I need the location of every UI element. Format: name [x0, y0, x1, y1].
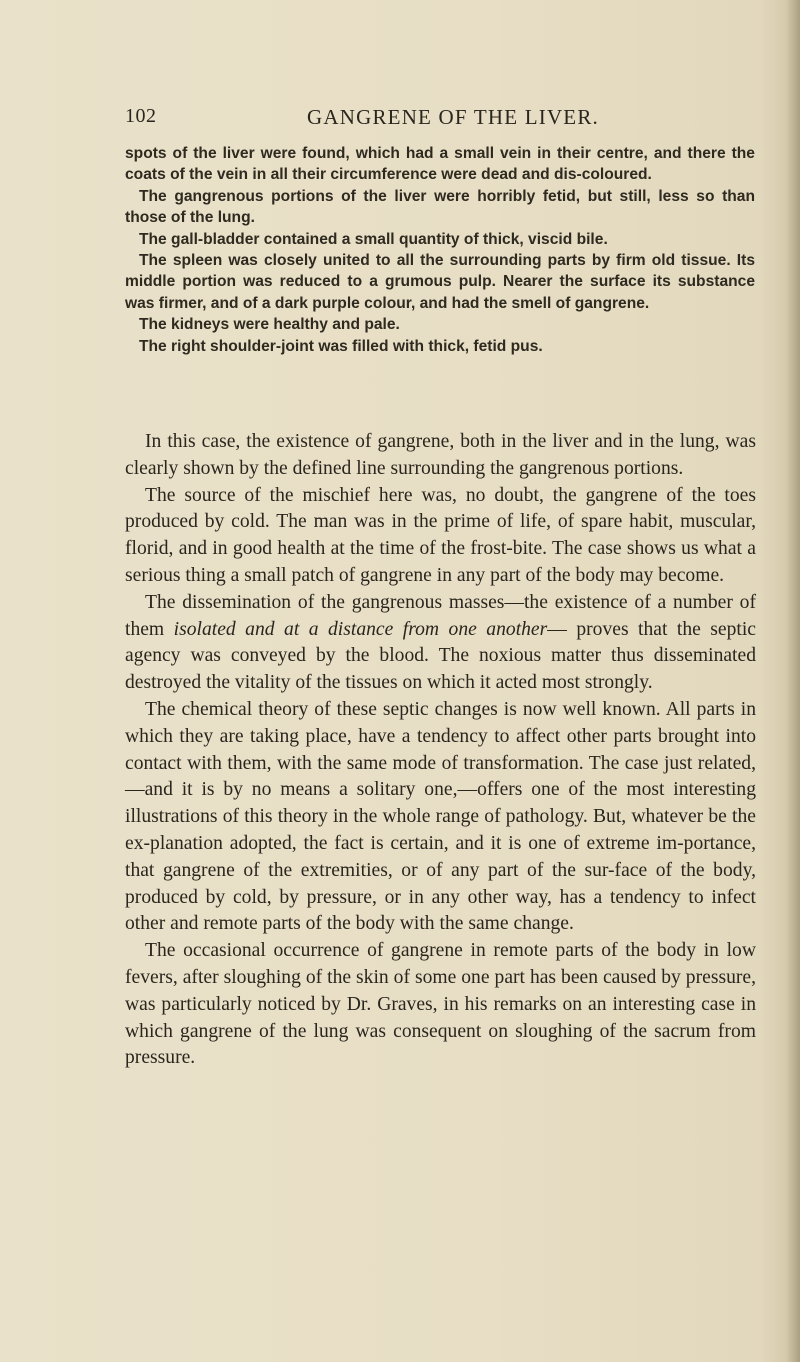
commentary-paragraph: The source of the mischief here was, no doubt, the gangrene of the toes produced by cold. The man was in the prime of life, of spare habit, muscular, florid, and in good health at the time of the frost-bite. The case shows us what a serious thing a small patch of gangrene in any part of the body may become.	[125, 484, 756, 586]
case-note-paragraph: The gall-bladder contained a small quantity of thick, viscid bile.	[139, 230, 608, 248]
page-header	[125, 105, 760, 135]
commentary-paragraph: The chemical theory of these septic changes is now well known. All parts in which they are taking place, have a tendency to affect other parts brought into contact with them, with the same mode of transformation. The case just related,—and it is by no means a solitary one,—offers one of the most interesting illustrations of this theory in the whole range of pathology. But, whatever be the ex-planation adopted, the fact is certain, and it is one of extreme im-portance, that gangrene of the extremities, or of any part of the sur-face of the body, produced by cold, by pressure, or in any other way, has a tendency to infect other and remote parts of the body with the same change.	[125, 698, 756, 935]
case-note-paragraph: The spleen was closely united to all the surrounding parts by firm old tissue. Its middle portion was reduced to a grumous pulp. Nearer the surface its substance was firmer, and of a dark purple colour, and had the smell of gangrene.	[125, 252, 755, 312]
case-notes-block	[125, 143, 755, 357]
case-note-paragraph: spots of the liver were found, which had a small vein in their centre, and there the coats of the vein in all their circumference were dead and dis-coloured.	[125, 145, 755, 184]
page-edge-shadow	[786, 0, 800, 1362]
case-note-paragraph: The kidneys were healthy and pale.	[139, 316, 400, 334]
paragraph-text: The dissemination of the gangrenous masses—the existence of a number of them	[125, 591, 756, 640]
commentary-paragraph: In this case, the existence of gangrene, both in the liver and in the lung, was clearly shown by the defined line surrounding the gangrenous portions.	[125, 431, 756, 479]
page-number: 102	[125, 105, 157, 127]
case-note-paragraph: The gangrenous portions of the liver were horribly fetid, but still, less so than those of the lung.	[125, 187, 755, 227]
running-head: GANGRENE OF THE LIVER.	[307, 105, 599, 129]
commentary-paragraph	[125, 590, 756, 697]
italic-phrase: isolated and at a distance from one another	[173, 618, 548, 640]
case-note-paragraph: The right shoulder-joint was filled with thick, fetid pus.	[139, 337, 543, 355]
paragraph-text: — proves that the septic agency was conveyed by the blood. The noxious matter thus disseminated destroyed the vitality of the tissues on which it acted most strongly.	[125, 618, 757, 694]
commentary-block	[125, 429, 756, 1072]
commentary-paragraph: The occasional occurrence of gangrene in remote parts of the body in low fevers, after sloughing of the skin of some one part has been caused by pressure, was particularly noticed by Dr. Graves, in his remarks on an interesting case in which gangrene of the lung was consequent on sloughing of the sacrum from pressure.	[125, 940, 756, 1069]
